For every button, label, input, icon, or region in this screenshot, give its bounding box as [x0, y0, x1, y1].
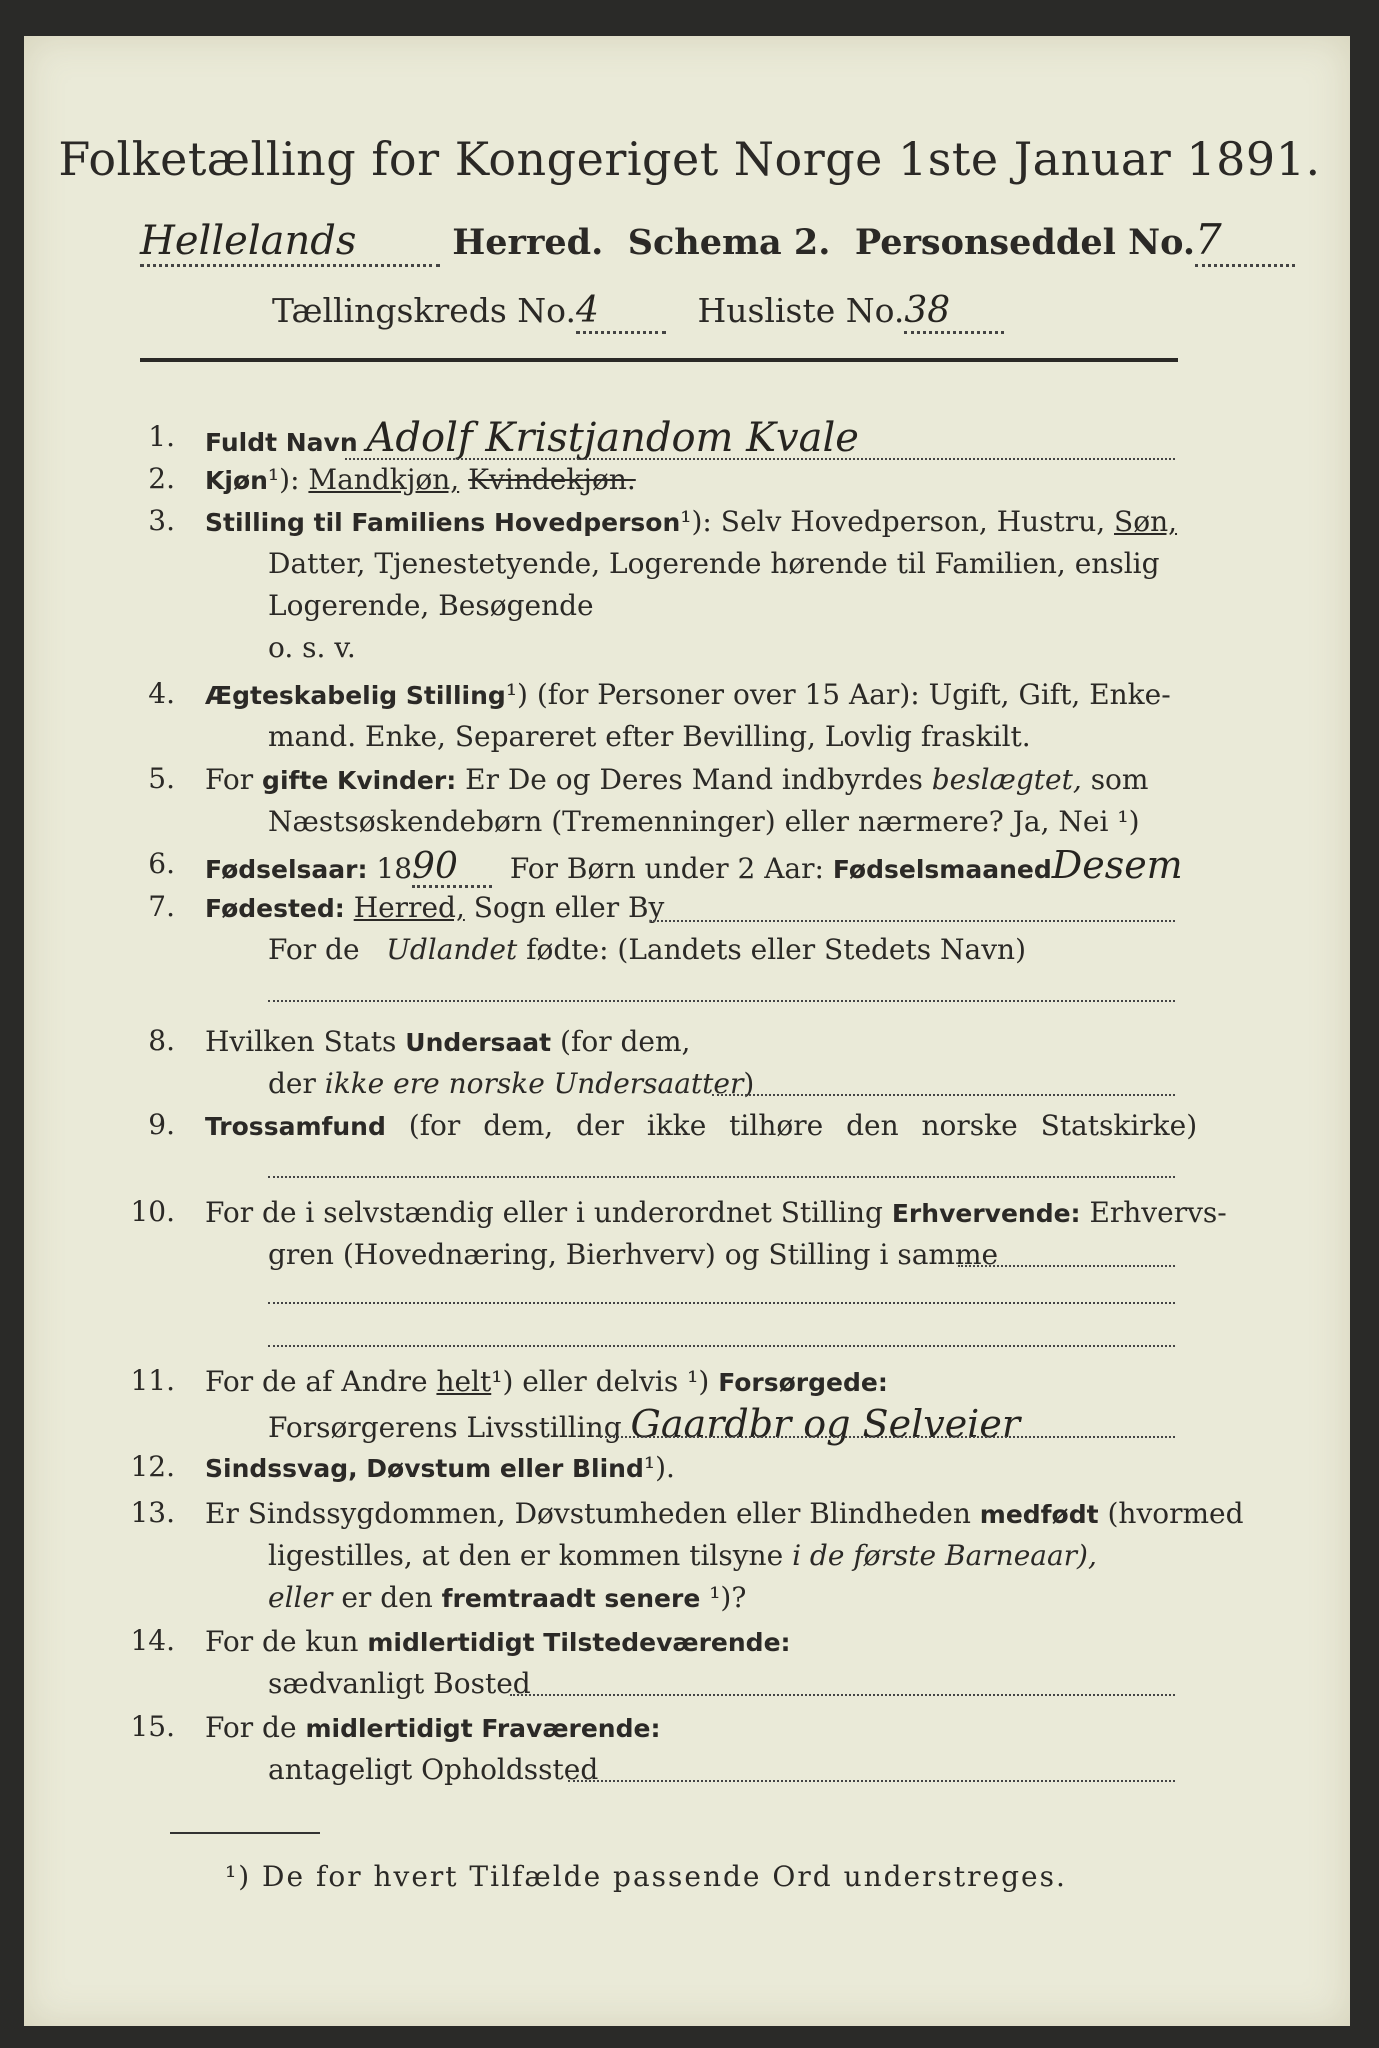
q2-option-mandkjon: Mandkjøn,: [308, 463, 460, 496]
schema-label: Schema 2.: [627, 222, 831, 263]
q7-selected-herred: Herred,: [353, 891, 465, 924]
q2-option-kvindekjon: Kvindekjøn.: [468, 463, 636, 496]
herred-line: [140, 215, 1295, 267]
q15-label: midlertidigt Fraværende:: [305, 1714, 661, 1743]
q11-label: Forsørgede:: [718, 1368, 888, 1397]
q5-text2: Næstsøskendebørn (Tremenninger) eller nærmere? Ja, Nei ¹): [268, 805, 1140, 838]
q15-leader: [568, 1780, 1175, 1782]
q10-text-b: Erhvervs-: [1089, 1196, 1227, 1229]
q1-number: 1.: [148, 420, 175, 453]
q13-italic: i de første Barneaar),: [792, 1539, 1097, 1572]
q7-row2: [268, 932, 1026, 968]
q11-provider-occupation: Gaardbr og Selveier: [630, 1402, 1020, 1446]
q13-row2: [268, 1538, 1097, 1574]
q4-number: 4.: [148, 677, 175, 710]
q8-italic: ikke ere norske Undersaatter: [324, 1067, 744, 1100]
herred-label: Herred.: [452, 222, 604, 263]
q14-text2: sædvanligt Bosted: [268, 1667, 531, 1700]
q15-text2: antageligt Opholdssted: [268, 1753, 599, 1786]
q15-row: [205, 1710, 660, 1747]
q11-text2: Forsørgerens Livsstilling: [268, 1411, 622, 1444]
q5-text-b: som: [1090, 763, 1149, 796]
q8-row2: der ikke ere norske Undersaatter): [268, 1067, 755, 1100]
q14-label: midlertidigt Tilstedeværende:: [367, 1628, 791, 1657]
q3-text3: Logerende, Besøgende: [268, 589, 594, 622]
q7-italic: Udlandet: [386, 933, 518, 966]
q6-row: [205, 843, 1183, 888]
q2-row: [205, 462, 636, 499]
q7-number: 7.: [148, 890, 175, 923]
q8-label: Undersaat: [405, 1028, 552, 1057]
form-title: Folketælling for Kongeriget Norge 1ste Januar 1891.: [58, 132, 1321, 186]
taellingskreds-label: Tællingskreds No.: [272, 291, 576, 330]
q13-row: [205, 1496, 1244, 1533]
q14-row: [205, 1624, 791, 1661]
herred-name: Hellelands: [140, 218, 440, 267]
q5-number: 5.: [148, 762, 175, 795]
footnote-rule: [170, 1832, 320, 1834]
taellingskreds-number: 4: [576, 290, 666, 334]
q8-text: Hvilken Stats: [205, 1025, 397, 1058]
husliste-number: 38: [904, 290, 1004, 334]
q2-sup: ¹):: [267, 463, 300, 496]
q12-sup: ¹).: [643, 1451, 675, 1484]
q7-row: [205, 890, 664, 927]
q5-italic: beslægtet,: [931, 763, 1082, 796]
footnote: ¹) De for hvert Tilfælde passende Ord understreges.: [225, 1860, 1067, 1893]
q13-text3b: ¹)?: [709, 1581, 747, 1614]
q2-number: 2.: [148, 462, 175, 495]
q15-pre: For de: [205, 1711, 297, 1744]
q14-leader: [510, 1694, 1175, 1696]
q9-text: (for dem, der ikke tilhøre den norske Statskirke): [408, 1109, 1198, 1142]
q11-selected-helt: helt: [436, 1365, 492, 1398]
q4-label: Ægteskabelig Stilling: [205, 681, 506, 710]
q14-pre: For de kun: [205, 1625, 359, 1658]
q10-leader2: [268, 1302, 1175, 1304]
q3-selected-son: Søn,: [1114, 505, 1178, 538]
q1-label: Fuldt Navn: [205, 428, 358, 457]
q11-row2: [268, 1402, 1020, 1446]
q5-row: [205, 762, 1148, 799]
q11-text-b: ¹) eller delvis ¹): [491, 1365, 710, 1398]
q9-row: [205, 1108, 1197, 1145]
q6-label2: Fødselsmaaned: [832, 855, 1052, 884]
q10-leader1: [958, 1265, 1175, 1267]
q13-text3: er den: [341, 1581, 433, 1614]
q7-text2b: fødte: (Landets eller Stedets Navn): [526, 933, 1026, 966]
q10-number: 10.: [130, 1195, 175, 1228]
q10-text: For de i selvstændig eller i underordnet Stilling: [205, 1196, 883, 1229]
q14-number: 14.: [130, 1624, 175, 1657]
q11-text: For de af Andre: [205, 1365, 428, 1398]
q7-label: Fødested:: [205, 894, 345, 923]
personseddel-label: Personseddel No.: [854, 222, 1195, 263]
q5-pre: For: [205, 763, 254, 796]
q11-row: [205, 1364, 888, 1401]
q8-number: 8.: [148, 1024, 175, 1057]
q7-text2a: For de: [268, 933, 360, 966]
q9-label: Trossamfund: [205, 1112, 386, 1141]
q6-text: For Børn under 2 Aar:: [509, 852, 824, 885]
q13-italic2: eller: [268, 1581, 333, 1614]
q7-leader2: [268, 1000, 1175, 1002]
q10-text2: gren (Hovednæring, Bierhverv) og Stilling i samme: [268, 1238, 999, 1271]
q7-text: Sogn eller By: [473, 891, 665, 924]
q13-row3: [268, 1580, 746, 1617]
q3-sup: ¹):: [680, 505, 712, 538]
q9-number: 9.: [148, 1108, 175, 1141]
q3-text4: o. s. v.: [268, 631, 356, 664]
q11-number: 11.: [130, 1364, 175, 1397]
q3-text: Selv Hovedperson, Hustru,: [720, 505, 1106, 538]
q3-row: [205, 504, 1177, 541]
q8-text2a: der: [268, 1067, 316, 1100]
q8-row: [205, 1024, 690, 1061]
q12-row: [205, 1450, 675, 1487]
q7-leader: [650, 920, 1175, 922]
q6-label: Fødselsaar:: [205, 855, 368, 884]
q1-leader: [345, 458, 1175, 460]
q10-row: [205, 1195, 1227, 1232]
q13-label2: fremtraadt senere: [441, 1584, 701, 1613]
q9-leader: [268, 1176, 1175, 1178]
kreds-line: [272, 290, 1004, 334]
q4-text2: mand. Enke, Separeret efter Bevilling, Lovlig fraskilt.: [268, 720, 1031, 753]
q13-number: 13.: [130, 1496, 175, 1529]
q2-label: Kjøn: [205, 466, 268, 495]
q6-number: 6.: [148, 847, 175, 880]
q13-text-b: (hvormed: [1107, 1497, 1244, 1530]
q3-text2: Datter, Tjenestetyende, Logerende hørende til Familien, enslig: [268, 547, 1160, 580]
q10-leader3: [268, 1345, 1175, 1347]
q11-leader: [600, 1436, 1175, 1438]
q12-label: Sindssvag, Døvstum eller Blind: [205, 1454, 644, 1483]
q13-text2a: ligestilles, at den er kommen tilsyne: [268, 1539, 784, 1572]
q3-number: 3.: [148, 504, 175, 537]
q12-number: 12.: [130, 1450, 175, 1483]
q6-birth-year: 90: [412, 849, 492, 888]
q1-full-name: Adolf Kristjandom Kvale: [366, 415, 859, 461]
q10-label: Erhvervende:: [891, 1199, 1081, 1228]
q4-row: [205, 677, 1171, 714]
q8-leader: [712, 1094, 1175, 1096]
q6-birth-month: Desem: [1051, 843, 1183, 887]
header-rule: [140, 358, 1178, 362]
q4-text: ¹) (for Personer over 15 Aar): Ugift, Gift, Enke-: [505, 678, 1171, 711]
q15-number: 15.: [130, 1710, 175, 1743]
husliste-label: Husliste No.: [697, 291, 905, 330]
q13-text: Er Sindssygdommen, Døvstumheden eller Blindheden: [205, 1497, 971, 1530]
q3-label: Stilling til Familiens Hovedperson: [205, 508, 681, 537]
q5-text: Er De og Deres Mand indbyrdes: [465, 763, 923, 796]
q13-label: medfødt: [979, 1500, 1099, 1529]
q1-row: [205, 415, 859, 461]
q5-label: gifte Kvinder:: [262, 766, 457, 795]
q6-prefix: 18: [376, 852, 413, 885]
personseddel-number: 7: [1195, 215, 1295, 267]
q8-text-b: (for dem,: [560, 1025, 691, 1058]
